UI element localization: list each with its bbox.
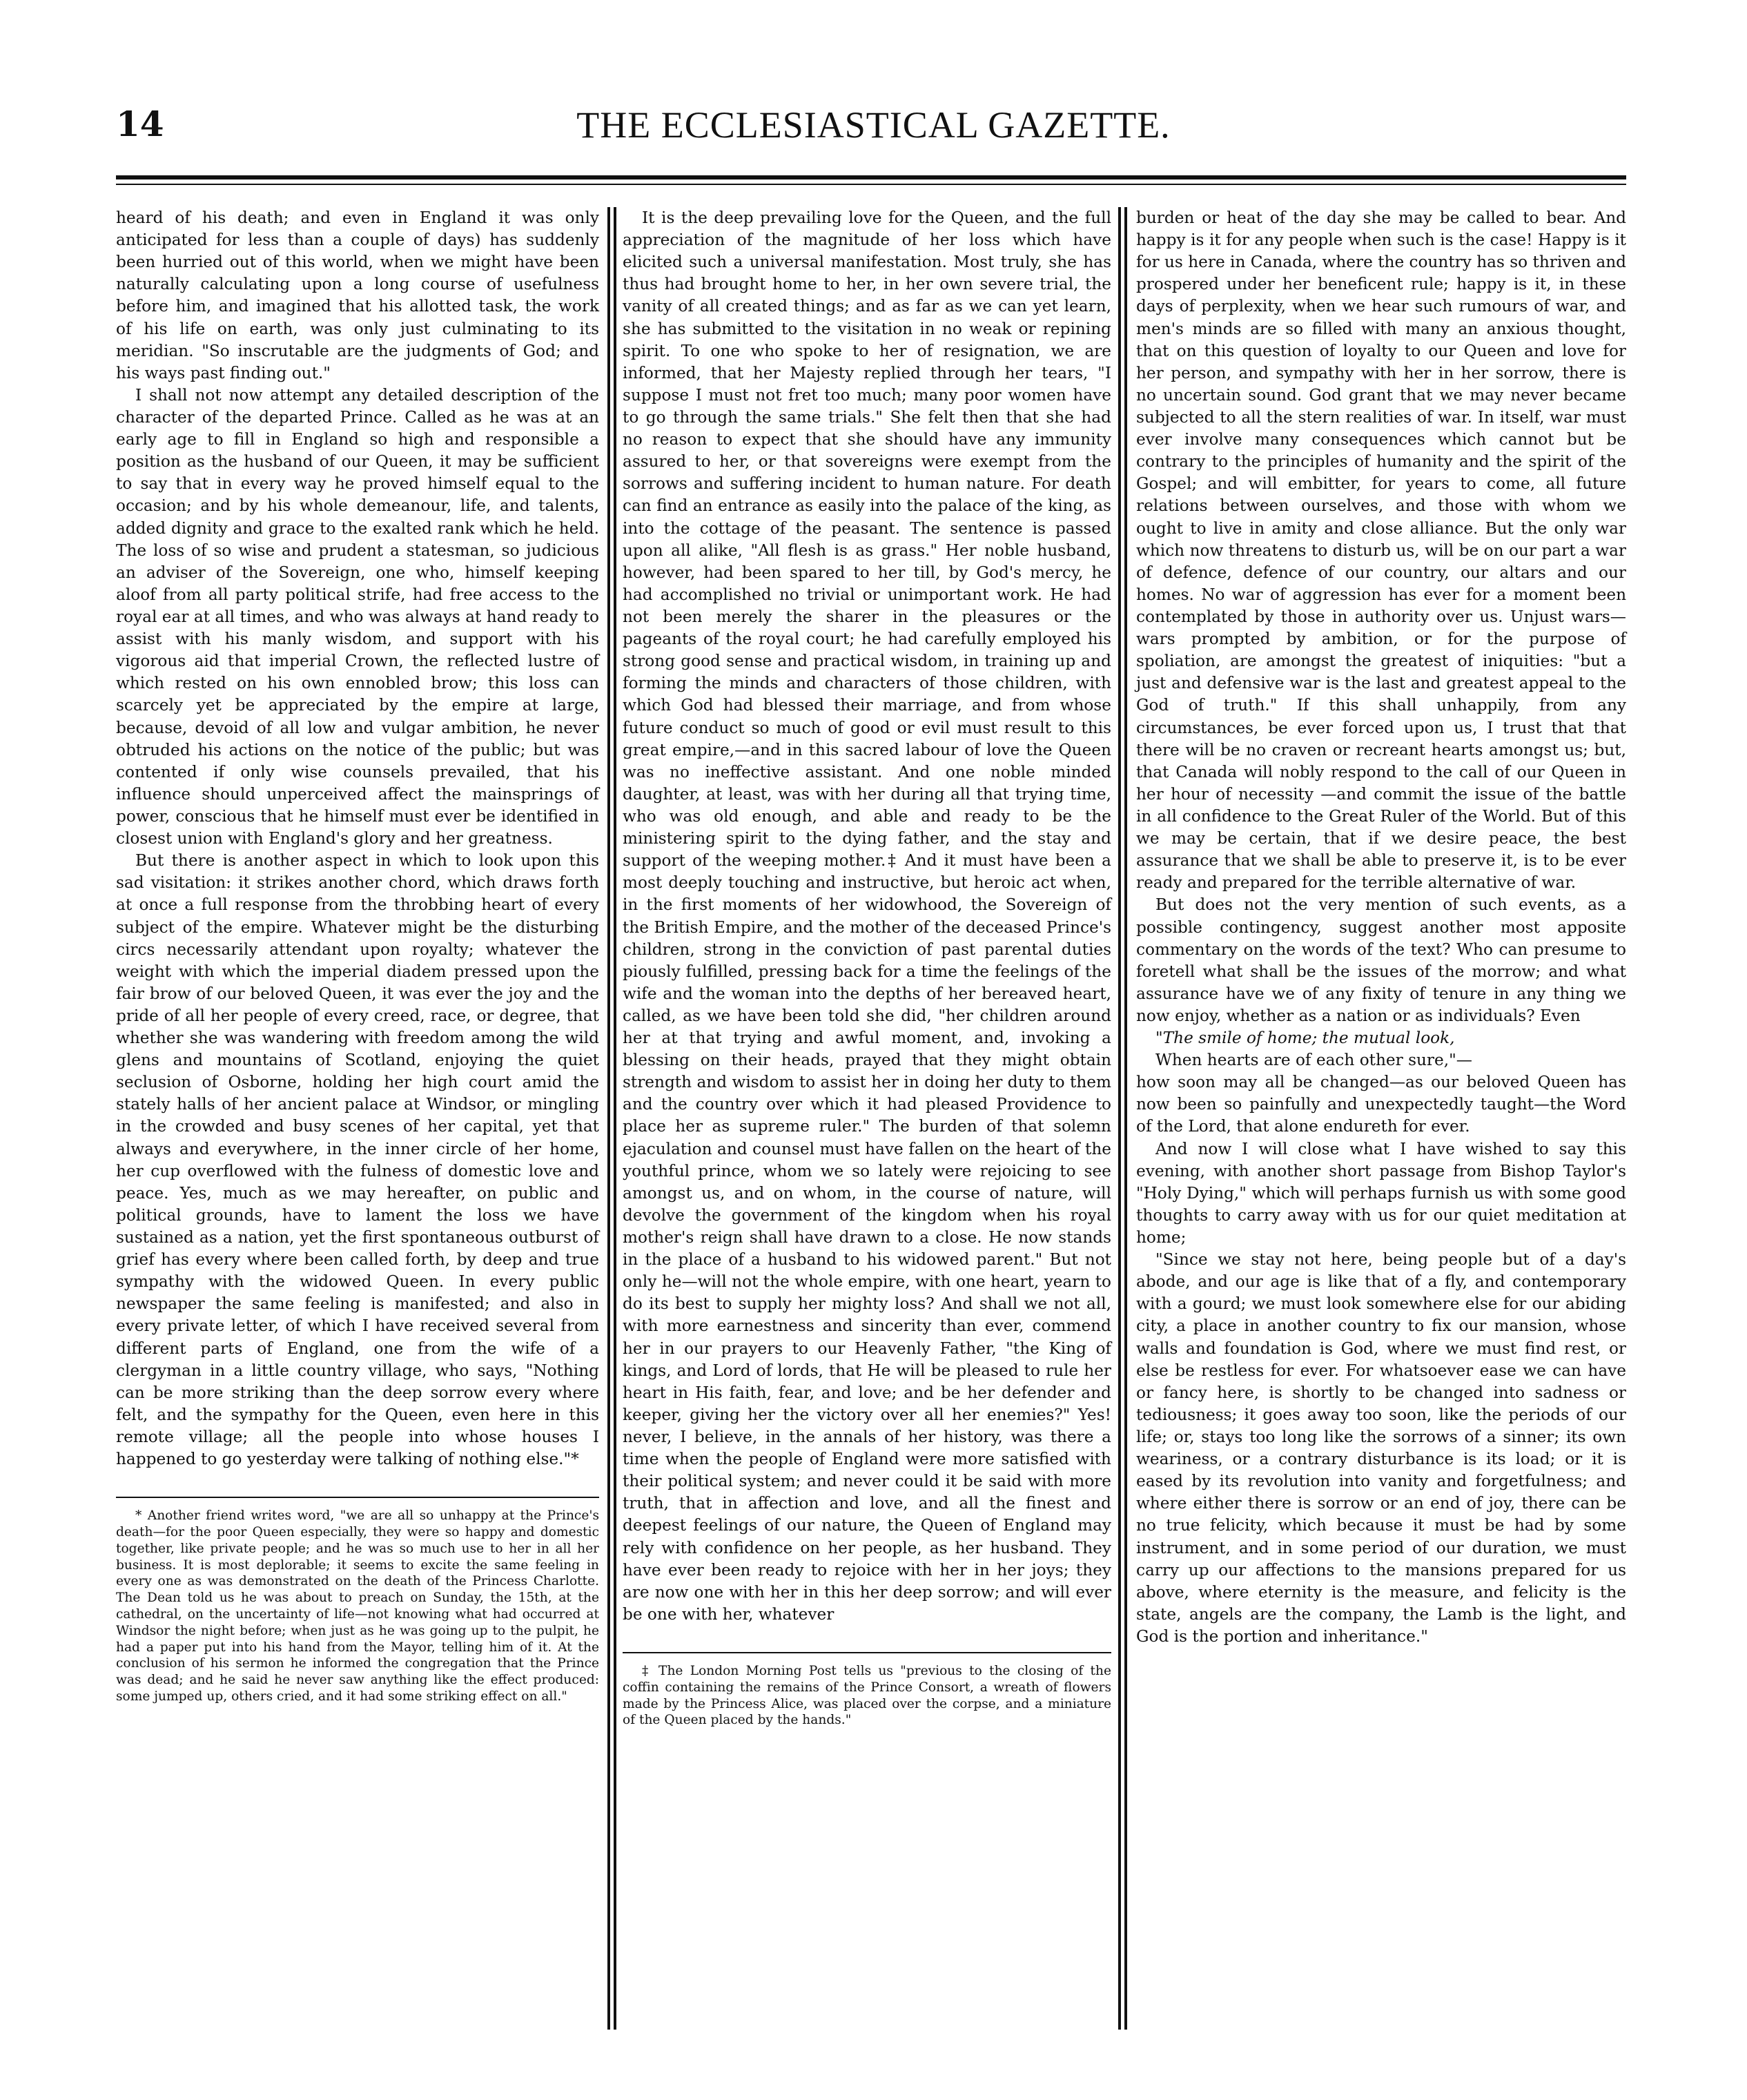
paragraph: burden or heat of the day she may be called to bear. And happy is it for any people when such is the case! Happy is it for us here in Canada, where the country has so thriven and prospered under her beneficent rule; happy is it, in these days of perplexity, when we hear such rumours of war, and men's minds are so filled with many an anxious thought, that on this question of loyalty to our Queen and love for her person, and sympathy with her in her sorrow, there is no uncertain sound. God grant that we may never became subjected to all the stern realities of war. In itself, war must ever involve many consequences which cannot but be contrary to the principles of humanity and the spirit of the Gospel; and will embitter, for years to come, all future relations between ourselves, and those with whom we ought to live in amity and close alliance. But the only war which now threatens to disturb us, will be on our part a war of defence, defence of our country, our altars and our homes. No war of aggression has ever for a moment been contemplated by those in authority over us. Unjust wars—wars prompted by ambition, or for the purpose of spoliation, are amongst the greatest of iniquities: "but a just and defensive war is the last and greatest appeal to the God of truth." If this shall unhappily, from any circumstances, be ever forced upon us, I trust that that there will be no craven or recreant hearts amongst us; but, that Canada will nobly respond to the call of our Queen in her hour of necessity —and commit the issue of the battle in all confidence to the Great Ruler of the World. But of this we may be certain, that if we desire peace, the best assurance that we shall be able to preserve it, is to be ever ready and prepared for the terrible alternative of war. bbox=[1136, 208, 1626, 893]
column-middle bbox=[623, 207, 1111, 1729]
paragraph: And now I will close what I have wished to say this evening, with another short passage from Bishop Taylor's "Holy Dying," which will perhaps furnish us with some good thoughts to carry away with us for our quiet meditation at home; bbox=[1136, 1139, 1626, 1247]
column-divider bbox=[1118, 207, 1121, 2030]
paragraph: I shall not now attempt any detailed description of the character of the departed Prince. Called as he was at an early age to fill in England so high and responsible a position as the husband of our Queen, it may be sufficient to say that in every way he proved himself equal to the occasion; and by his whole demeanour, life, and talents, added dignity and grace to the exalted rank which he held. The loss of so wise and prudent a statesman, so judicious an adviser of the Sovereign, one who, himself keeping aloof from all party political strife, had free access to the royal ear at all times, and who was always at hand ready to assist with his manly wisdom, and support with his vigorous aid that imperial Crown, the reflected lustre of which rested on his own ennobled brow; this loss can scarcely yet be appreciated by the empire at large, because, devoid of all low and vulgar ambition, he never obtruded his actions on the notice of the public; but was contented if only wise counsels prevailed, that his influence should unperceived affect the mainsprings of power, conscious that he himself must ever be identified in closest union with England's glory and her greatness. bbox=[116, 385, 599, 848]
paragraph: It is the deep prevailing love for the Queen, and the full appreciation of the magnitude of her loss which have elicited such a universal manifestation. Most truly, she has thus had brought home to her, in her own severe trial, the vanity of all created things; and as far as we can yet learn, she has submitted to the visitation in no weak or repining spirit. To one who spoke to her of resignation, we are informed, that her Majesty replied through her tears, "I suppose I must not fret too much; many poor women have to go through the same trials." She felt then that she had no reason to expect that she should have any immunity assured to her, or that sovereigns were exempt from the sorrows and suffering incident to human nature. For death can find an entrance as easily into the palace of the king, as into the cottage of the peasant. The sentence is passed upon all alike, "All flesh is as grass." Her noble husband, however, had been spared to her till, by God's mercy, he had accomplished no trivial or unimportant work. He had not been merely the sharer in the pleasures or the pageants of the royal court; he had carefully employed his strong good sense and practical wisdom, in training up and forming the minds and characters of those children, with which God had blessed their marriage, and from whose future conduct so much of good or evil must result to this great empire,—and in this sacred labour of love the Queen was no ineffective assistant. And one noble minded daughter, at least, was with her during all that trying time, who was old enough, and able and ready to be the ministering spirit to the dying father, and the stay and support of the weeping mother.‡ And it must have been a most deeply touching and instructive, but heroic act when, in the first moments of her widowhood, the Sovereign of the British Empire, and the mother of the deceased Prince's children, strong in the conviction of past parental duties piously fulfilled, pressing back for a time the feelings of the wife and the woman into the depths of her bereaved heart, called, as we have been told she did, "her children around her at that trying and awful moment, and, invoking a blessing on their heads, prayed that they might obtain strength and wisdom to assist her in doing her duty to them and the country over which it had pleased Providence to place her as supreme ruler." The burden of that solemn ejaculation and counsel must have fallen on the heart of the youthful prince, whom we so lately were rejoicing to see amongst us, and on whom, in the course of nature, will devolve the government of the kingdom when his royal mother's reign shall have drawn to a close. He now stands in the place of a husband to his widowed parent." But not only he—will not the whole empire, with one heart, yearn to do its best to supply her mighty loss? And shall we not all, with more earnestness and sincerity than ever, commend her in our prayers to our Heavenly Father, "the King of kings, and Lord of lords, that He will be pleased to rule her heart in His faith, fear, and love; and be her defender and keeper, giving her the victory over all her enemies?" Yes! never, I believe, in the annals of her history, was there a time when the people of England were more satisfied with their political system; and never could it be said with more truth, that in affection and love, and all the finest and deepest feelings of our nature, the Queen of England may rely with confidence on her people, as her husband. They have ever been ready to rejoice with her in her joys; they are now one with her in this her deep sorrow; and will ever be one with her, whatever bbox=[623, 208, 1111, 1624]
paragraph: But there is another aspect in which to look upon this sad visitation: it strikes another chord, which draws forth at once a full response from the throbbing heart of every subject of the empire. Whatever might be the disturbing circs necessarily attendant upon royalty; whatever the weight with which the imperial diadem pressed upon the fair brow of our beloved Queen, it was ever the joy and the pride of all her people of every creed, race, or degree, that whether she was wandering with freedom among the wild glens and mountains of Scotland, enjoying the quiet seclusion of Osborne, holding her high court amid the stately halls of her ancient palace at Windsor, or mingling in the crowded and busy scenes of her capital, yet that always and everywhere, in the inner circle of her home, her cup overflowed with the fulness of domestic love and peace. Yes, much as we may hereafter, on public and political grounds, have to lament the loss we have sustained as a nation, yet the first spontaneous outburst of grief has every where been called forth, by deep and true sympathy with the widowed Queen. In every public newspaper the same feeling is manifested; and also in every private letter, of which I have received several from different parts of England, one from the wife of a clergyman in a little country village, who says, "Nothing can be more striking than the deep sorrow every where felt, and the sympathy for the Queen, even here in this remote village; all the people into whose houses I happened to go yesterday were talking of nothing else."* bbox=[116, 851, 599, 1469]
page-number: 14 bbox=[116, 104, 164, 144]
column-left bbox=[116, 207, 599, 1705]
paragraph: how soon may all be changed—as our beloved Queen has now been so painfully and unexpectedly taught—the Word of the Lord, that alone endureth for ever. bbox=[1136, 1073, 1626, 1136]
header-rule-thin bbox=[116, 184, 1626, 185]
header-rule-thick bbox=[116, 175, 1626, 179]
verse-line: When hearts are of each other sure,"— bbox=[1155, 1051, 1472, 1070]
paragraph: heard of his death; and even in England it was only anticipated for less than a couple of days) has suddenly been hurried out of this world, when we might have been naturally calculating upon a long course of usefulness before him, and imagined that his allotted task, the work of his life on earth, was only just culminating to its meridian. "So inscrutable are the judgments of God; and his ways past finding out." bbox=[116, 208, 599, 382]
paragraph: But does not the very mention of such events, as a possible contingency, suggest another most apposite commentary on the words of the text? Who can presume to foretell what shall be the issues of the morrow; and what assurance have we of any fixity of tenure in any thing we now enjoy, whether as a nation or as individuals? Even bbox=[1136, 895, 1626, 1025]
masthead-title: THE ECCLESIASTICAL GAZETTE. bbox=[576, 104, 1171, 146]
column-right bbox=[1136, 207, 1626, 1648]
footnote-rule bbox=[623, 1652, 1111, 1653]
column-divider bbox=[607, 207, 610, 2030]
column-divider bbox=[614, 207, 616, 2030]
column-divider bbox=[1124, 207, 1127, 2030]
footnote: ‡ The London Morning Post tells us "previous to the closing of the coffin containing the remains of the Prince Consort, a wreath of flowers made by the Princess Alice, was placed over the corpse, and a miniature of the Queen placed by the hands." bbox=[623, 1664, 1111, 1728]
verse-line: "The smile of home; the mutual look, bbox=[1155, 1029, 1455, 1048]
footnote-rule bbox=[116, 1497, 599, 1498]
footnote: * Another friend writes word, "we are all so unhappy at the Prince's death—for the poor Queen especially, they were so happy and domestic together, like private people; and he was so much use to her in all her business. It is most deplorable; it seems to excite the same feeling in every one as was demonstrated on the death of the Princess Charlotte. The Dean told us he was about to preach on Sunday, the 15th, at the cathedral, on the uncertainty of life—not knowing what had occurred at Windsor the night before; when just as he was going up to the pulpit, he had a paper put into his hand from the Mayor, telling him of it. At the conclusion of his sermon he informed the congregation that the Prince was dead; and he said he never saw anything like the effect produced: some jumped up, others cried, and it had some striking effect on all." bbox=[116, 1508, 599, 1704]
quotation-paragraph: "Since we stay not here, being people but of a day's abode, and our age is like that of a fly, and contemporary with a gourd; we must look somewhere else for our abiding city, a place in another country to fix our mansion, whose walls and foundation is God, where we must find rest, or else be restless for ever. For whatsoever ease we can have or fancy here, is shortly to be changed into sadness or tediousness; it goes away too soon, like the periods of our life; or, stays too long like the sorrows of a sinner; its own weariness, or a contrary disturbance is its load; or it is eased by its revolution into vanity and forgetfulness; and where either there is sorrow or an end of joy, there can be no true felicity, which because it must be had by some instrument, and in some period of our duration, we must carry up our affections to the mansions prepared for us above, where eternity is the measure, and felicity is the state, angels are the company, the Lamb is the light, and God is the portion and inheritance." bbox=[1136, 1250, 1626, 1646]
